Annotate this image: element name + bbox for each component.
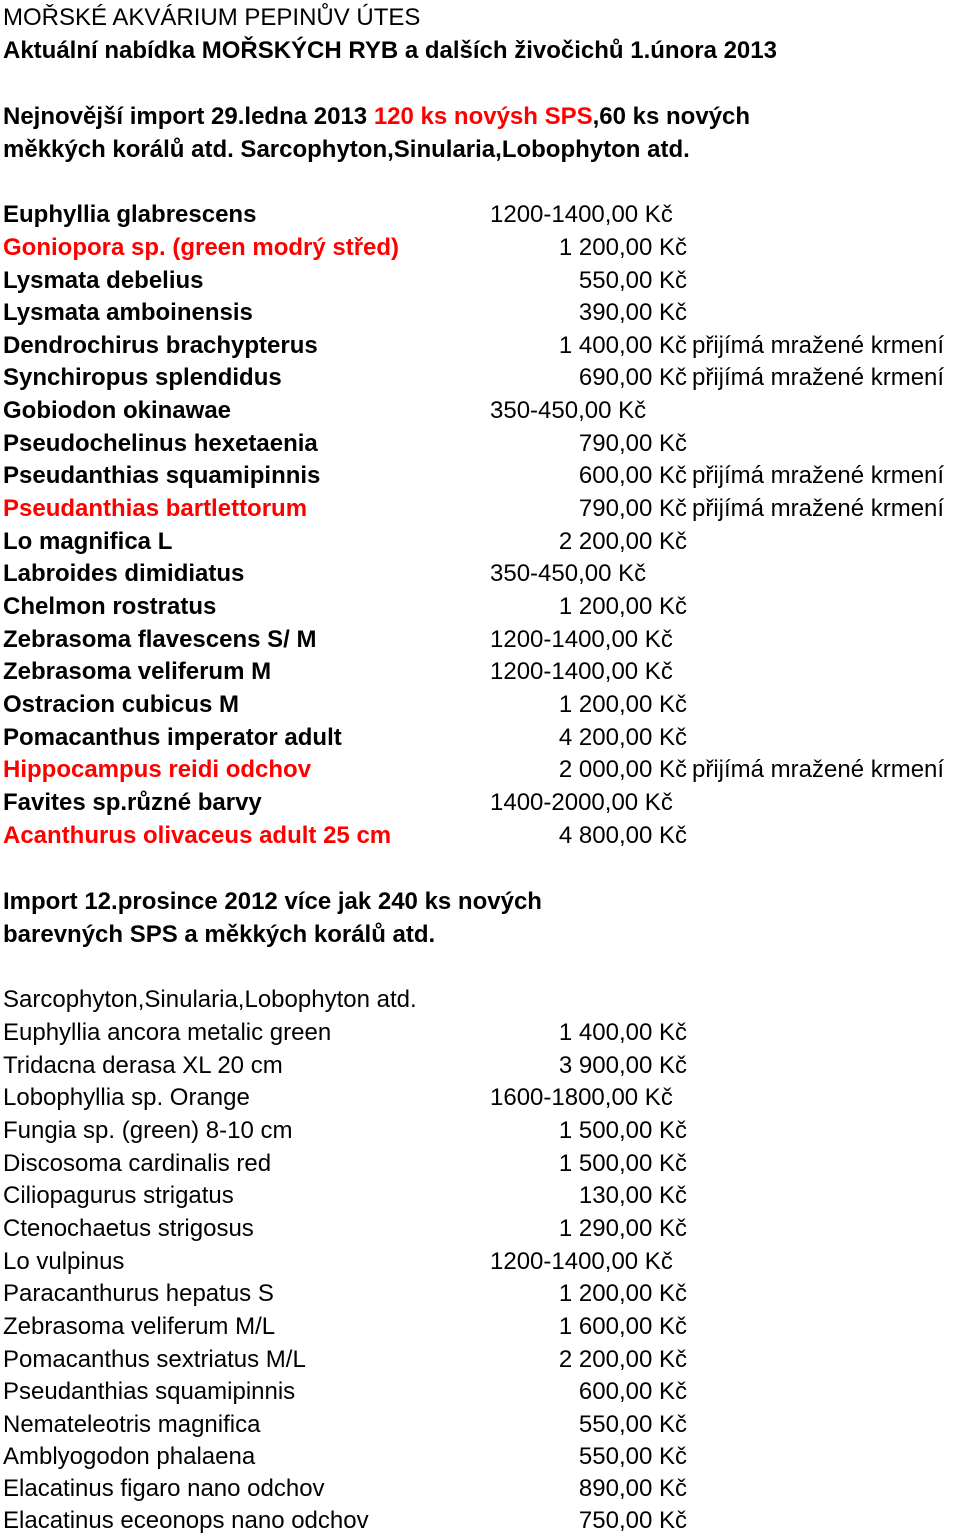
- list-item: [0, 1311, 960, 1343]
- list-item: [0, 493, 960, 525]
- list-item: [0, 656, 960, 688]
- list-item: [0, 199, 960, 231]
- item-name: Lo magnifica L: [3, 528, 173, 555]
- item-name: Hippocampus reidi odchov: [3, 756, 312, 783]
- item-price: 1 400,00 Kč: [558, 332, 687, 359]
- shop-name: MOŘSKÉ AKVÁRIUM PEPINŮV ÚTES: [3, 4, 421, 31]
- item-name: Chelmon rostratus: [3, 593, 217, 620]
- item-name: Pseudanthias bartlettorum: [3, 495, 308, 522]
- item-name: Euphyllia glabrescens: [3, 201, 257, 228]
- item-price: 790,00 Kč: [578, 430, 687, 457]
- list-item: [0, 265, 960, 297]
- list-item: [0, 428, 960, 460]
- list-item: [0, 1017, 960, 1049]
- list-item: [0, 395, 960, 427]
- list-item: [0, 1213, 960, 1245]
- item-price: 3 900,00 Kč: [558, 1052, 687, 1079]
- list-item: [0, 1376, 960, 1408]
- section2-intro-line2: barevných SPS a měkkých korálů atd.: [3, 921, 436, 948]
- item-name: Elacatinus eceonops nano odchov: [3, 1507, 369, 1534]
- item-note: přijímá mražené krmení: [692, 364, 945, 391]
- item-name: Lysmata amboinensis: [3, 299, 253, 326]
- item-name: Fungia sp. (green) 8-10 cm: [3, 1117, 293, 1144]
- item-price: 1 200,00 Kč: [558, 1280, 687, 1307]
- list-item: [0, 591, 960, 623]
- item-name: Pseudanthias squamipinnis: [3, 462, 321, 489]
- section1-intro-part1: Nejnovější import 29.ledna 2013: [3, 103, 374, 130]
- item-price: 1600-1800,00 Kč: [490, 1084, 673, 1111]
- item-price: 1200-1400,00 Kč: [490, 658, 673, 685]
- item-name: Nemateleotris magnifica: [3, 1411, 261, 1438]
- item-price: 1 200,00 Kč: [558, 691, 687, 718]
- item-name: Paracanthurus hepatus S: [3, 1280, 274, 1307]
- item-name: Dendrochirus brachypterus: [3, 332, 318, 359]
- section1-intro-highlight: 120 ks novýsh SPS: [373, 103, 593, 130]
- item-price: 550,00 Kč: [578, 1411, 687, 1438]
- item-price: 390,00 Kč: [578, 299, 687, 326]
- list-item: [0, 1409, 960, 1441]
- item-name: Pseudanthias squamipinnis: [3, 1378, 296, 1405]
- item-note: přijímá mražené krmení: [692, 332, 945, 359]
- offer-title: Aktuální nabídka MOŘSKÝCH RYB a dalších živočichů 1.února 2013: [3, 37, 777, 64]
- list-item: [0, 362, 960, 394]
- item-price: 130,00 Kč: [578, 1182, 687, 1209]
- item-price: 2 200,00 Kč: [558, 528, 687, 555]
- list-item: [0, 1505, 960, 1537]
- list-item: [0, 1148, 960, 1180]
- item-name: Goniopora sp. (green modrý střed): [3, 234, 400, 261]
- item-price: 790,00 Kč: [578, 495, 687, 522]
- list-item: [0, 1050, 960, 1082]
- section1-intro: [3, 103, 750, 131]
- list-item: [0, 722, 960, 754]
- item-price: 690,00 Kč: [578, 364, 687, 391]
- item-price: 1 400,00 Kč: [558, 1019, 687, 1046]
- item-name: Lobophyllia sp. Orange: [3, 1084, 250, 1111]
- item-name: Euphyllia ancora metalic green: [3, 1019, 332, 1046]
- item-name: Ostracion cubicus M: [3, 691, 240, 718]
- item-name: Zebrasoma veliferum M: [3, 658, 272, 685]
- item-price: 4 200,00 Kč: [558, 724, 687, 751]
- item-price: 1 600,00 Kč: [558, 1313, 687, 1340]
- item-price: 1 200,00 Kč: [558, 593, 687, 620]
- item-name: Zebrasoma veliferum M/L: [3, 1313, 276, 1340]
- item-name: Elacatinus figaro nano odchov: [3, 1475, 325, 1502]
- item-price: 2 200,00 Kč: [558, 1346, 687, 1373]
- item-note: přijímá mražené krmení: [692, 462, 945, 489]
- item-price: 350-450,00 Kč: [490, 397, 647, 424]
- item-price: 550,00 Kč: [578, 267, 687, 294]
- item-price: 1 500,00 Kč: [558, 1150, 687, 1177]
- section2-intro-line1: Import 12.prosince 2012 více jak 240 ks nových: [3, 888, 542, 915]
- item-note: přijímá mražené krmení: [692, 495, 945, 522]
- section1-intro-line2: měkkých korálů atd. Sarcophyton,Sinularia,Lobophyton atd.: [3, 136, 690, 163]
- item-name: Favites sp.různé barvy: [3, 789, 262, 816]
- list-item: [0, 297, 960, 329]
- item-name: Ciliopagurus strigatus: [3, 1182, 234, 1209]
- item-name: Pomacanthus sextriatus M/L: [3, 1346, 306, 1373]
- list-item: [0, 820, 960, 852]
- item-name: Gobiodon okinawae: [3, 397, 232, 424]
- list-item: [0, 787, 960, 819]
- list-item: [0, 1115, 960, 1147]
- list-item: [0, 558, 960, 590]
- item-price: 750,00 Kč: [578, 1507, 687, 1534]
- list-item: [0, 232, 960, 264]
- item-name: Lysmata debelius: [3, 267, 204, 294]
- item-price: 350-450,00 Kč: [490, 560, 647, 587]
- item-price: 1400-2000,00 Kč: [490, 789, 673, 816]
- item-name: Tridacna derasa XL 20 cm: [3, 1052, 283, 1079]
- list-item: [0, 330, 960, 362]
- item-name: Amblyogodon phalaena: [3, 1443, 256, 1470]
- item-name: Synchiropus splendidus: [3, 364, 282, 391]
- item-name: Acanthurus olivaceus adult 25 cm: [3, 822, 392, 849]
- item-name: Pomacanthus imperator adult: [3, 724, 342, 751]
- list-item: [0, 1246, 960, 1278]
- item-price: 1200-1400,00 Kč: [490, 1248, 673, 1275]
- item-name: Discosoma cardinalis red: [3, 1150, 272, 1177]
- list-item: [0, 1344, 960, 1376]
- item-price: 1 200,00 Kč: [558, 234, 687, 261]
- item-price: 550,00 Kč: [578, 1443, 687, 1470]
- item-name: Lo vulpinus: [3, 1248, 125, 1275]
- list-item: [0, 1473, 960, 1505]
- item-price: 890,00 Kč: [578, 1475, 687, 1502]
- list-item: [0, 689, 960, 721]
- item-price: 1 290,00 Kč: [558, 1215, 687, 1242]
- list-item: [0, 526, 960, 558]
- section1-intro-part2: ,60 ks nových: [592, 103, 751, 130]
- list-item: [0, 1180, 960, 1212]
- item-note: přijímá mražené krmení: [692, 756, 945, 783]
- item-price: 600,00 Kč: [578, 462, 687, 489]
- section2-subtitle: Sarcophyton,Sinularia,Lobophyton atd.: [3, 986, 417, 1013]
- list-item: [0, 624, 960, 656]
- list-item: [0, 460, 960, 492]
- item-price: 1 500,00 Kč: [558, 1117, 687, 1144]
- item-price: 1200-1400,00 Kč: [490, 201, 673, 228]
- list-item: [0, 1441, 960, 1473]
- item-price: 2 000,00 Kč: [558, 756, 687, 783]
- list-item: [0, 1082, 960, 1114]
- item-price: 600,00 Kč: [578, 1378, 687, 1405]
- item-name: Labroides dimidiatus: [3, 560, 245, 587]
- item-name: Ctenochaetus strigosus: [3, 1215, 254, 1242]
- item-name: Pseudochelinus hexetaenia: [3, 430, 318, 457]
- list-item: [0, 1278, 960, 1310]
- item-name: Zebrasoma flavescens S/ M: [3, 626, 317, 653]
- item-price: 4 800,00 Kč: [558, 822, 687, 849]
- list-item: [0, 754, 960, 786]
- item-price: 1200-1400,00 Kč: [490, 626, 673, 653]
